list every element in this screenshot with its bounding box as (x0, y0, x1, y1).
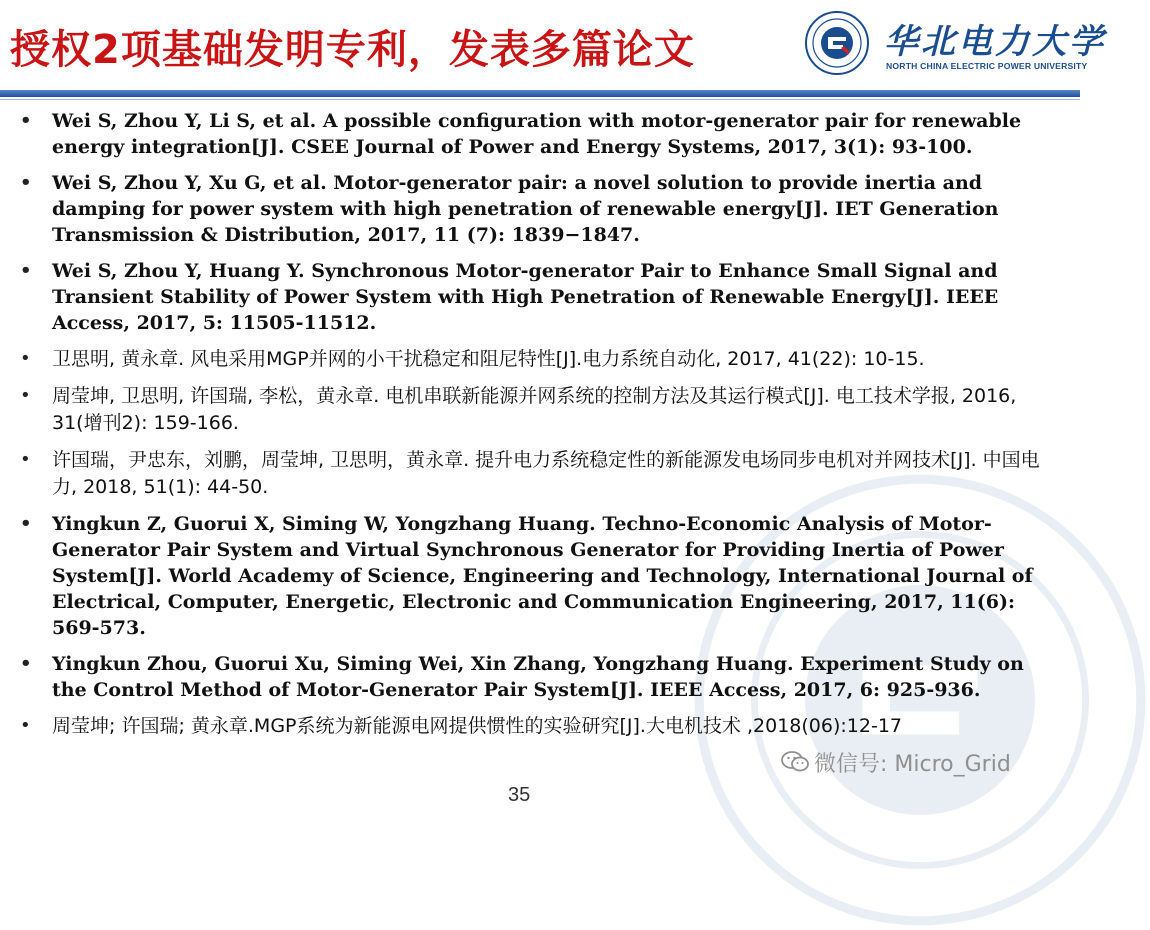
wechat-icon (780, 749, 810, 775)
reference-item (0, 170, 1080, 248)
reference-item (0, 651, 1080, 703)
title-divider (0, 90, 1080, 97)
reference-item (0, 511, 1080, 641)
reference-text: Wei S, Zhou Y, Li S, et al. A possible configuration with motor-generator pair for renewable energy integration[J]. CSEE Journal of Power and Energy Systems, 2017, 3(1): 93-100. (52, 110, 1022, 158)
reference-text: Wei S, Zhou Y, Huang Y. Synchronous Motor-generator Pair to Enhance Small Signal and Transient Stability of Power System with High Penetration of Renewable Energy[J]. IEEE Access, 2017, 5: 11505-11512. (52, 260, 999, 334)
bullet-icon: • (20, 260, 32, 281)
reference-item (0, 447, 1080, 501)
bullet-icon: • (20, 715, 31, 736)
bullet-icon: • (20, 653, 32, 674)
reference-text: 周莹坤, 卫思明, 许国瑞, 李松，黄永章. 电机串联新能源并网系统的控制方法及其运行模式[J]. 电工技术学报, 2016, 31(增刊2): 159-166. (52, 385, 1017, 434)
university-seal-icon (804, 10, 870, 76)
reference-item (0, 258, 1080, 336)
reference-text: 卫思明, 黄永章. 风电采用MGP并网的小干扰稳定和阻尼特性[J].电力系统自动化, 2017, 41(22): 10-15. (52, 348, 925, 370)
university-logo (804, 10, 1106, 80)
university-name-en: NORTH CHINA ELECTRIC POWER UNIVERSITY (886, 61, 1088, 71)
wechat-watermark (780, 744, 1011, 780)
reference-list (0, 108, 1080, 750)
bullet-icon: • (20, 385, 31, 406)
reference-text: 许国瑞，尹忠东，刘鹏，周莹坤, 卫思明，黄永章. 提升电力系统稳定性的新能源发电场同步电机对并网技术[J]. 中国电力, 2018, 51(1): 44-50. (52, 449, 1040, 498)
reference-text: Wei S, Zhou Y, Xu G, et al. Motor-generator pair: a novel solution to provide inertia and damping for power system with high penetration of renewable energy[J]. IET Generation Transmission & Distribution, 2017, 11 (7): 1839−1847. (52, 172, 999, 246)
wechat-id-text: 微信号: Micro_Grid (814, 751, 1011, 777)
reference-item (0, 713, 1080, 740)
page-number: 35 (508, 784, 531, 806)
reference-item (0, 108, 1080, 160)
bullet-icon: • (20, 449, 31, 470)
reference-text: Yingkun Zhou, Guorui Xu, Siming Wei, Xin Zhang, Yongzhang Huang. Experiment Study on the Control Method of Motor-Generator Pair System[J]. IEEE Access, 2017, 6: 925-936. (52, 653, 1024, 701)
bullet-icon: • (20, 110, 32, 131)
reference-text: Yingkun Z, Guorui X, Siming W, Yongzhang Huang. Techno-Economic Analysis of Motor-Generator Pair System and Virtual Synchronous Generator for Providing Inertia of Power System[J]. World Academy of Science, Engineering and Technology, International Journal of Electrical, Computer, Energetic, Electronic and Communication Engineering, 2017, 11(6): 569-573. (52, 513, 1033, 639)
bullet-icon: • (20, 172, 32, 193)
bullet-icon: • (20, 513, 32, 534)
reference-text: 周莹坤; 许国瑞; 黄永章.MGP系统为新能源电网提供惯性的实验研究[J].大电机技术 ,2018(06):12-17 (52, 715, 903, 737)
university-name-cn: 华北电力大学 (884, 22, 1106, 62)
slide-title: 授权2项基础发明专利，发表多篇论文 (10, 27, 695, 73)
title-divider-thin (0, 99, 1080, 100)
bullet-icon: • (20, 348, 31, 369)
reference-item (0, 346, 1080, 373)
reference-item (0, 383, 1080, 437)
